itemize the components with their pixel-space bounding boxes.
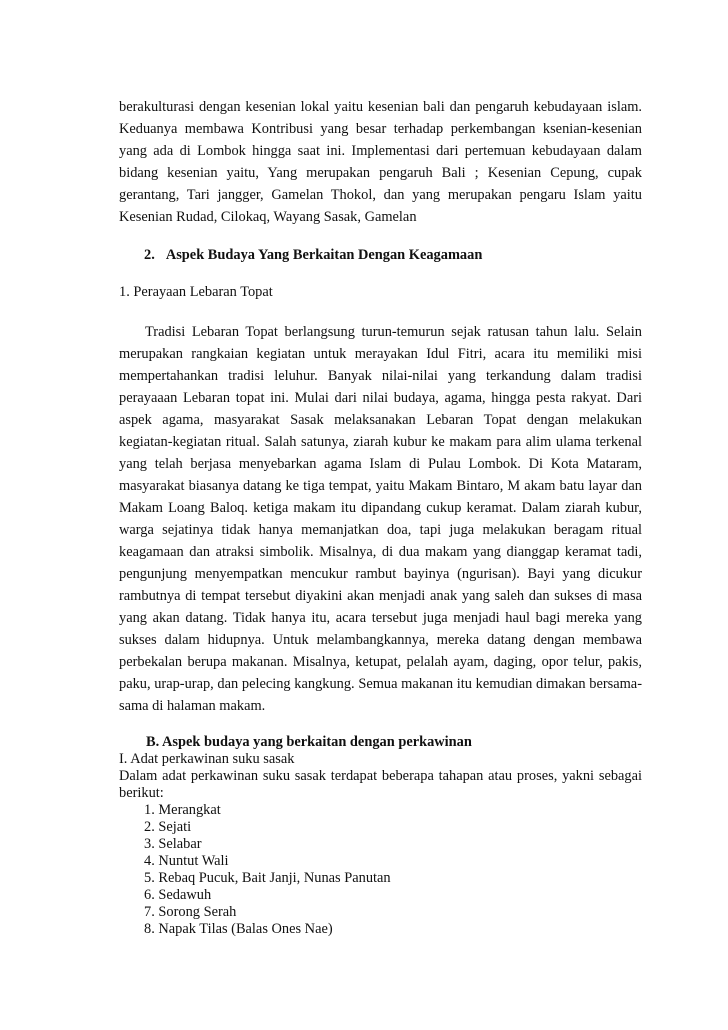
section-religion-heading: [119, 244, 642, 266]
list-item: 2. Sejati: [144, 819, 192, 835]
marriage-intro: Dalam adat perkawinan suku sasak terdapat beberapa tahapan atau proses, yakni sebagai berikut:: [119, 768, 642, 801]
lebaran-topat-body: Tradisi Lebaran Topat berlangsung turun-temurun sejak ratusan tahun lalu. Selain merupakan rangkaian kegiatan untuk merayakan Idul Fitri, acara itu memiliki misi mempertahankan tradisi leluhur. Banyak nilai-nilai yang terkandung dalam tradisi perayaaan Lebaran topat ini. Mulai dari nilai budaya, agama, hingga pesta rakyat. Dari aspek agama, masyarakat Sasak melaksanakan Lebaran Topat dengan melakukan kegiatan-kegiatan ritual. Salah satunya, ziarah kubur ke makam para alim ulama terkenal yang telah berjasa menyebarkan agama Islam di Pulau Lombok. Di Kota Mataram, masyarakat biasanya datang ke tiga tempat, yaitu Makam Bintaro, M akam batu layar dan Makam Loang Baloq. ketiga makam itu dipandang cukup keramat. Dalam ziarah kubur, warga sejatinya tidak hanya memanjatkan doa, tapi juga melakukan beragam ritual keagamaan dan atraksi simbolik. Misalnya, di dua makam yang dianggap keramat tadi, pengunjung menyempatkan mencukur rambut bayinya (ngurisan). Bayi yang dicukur rambutnya di tempat tersebut diyakini akan menjadi anak yang saleh dan sukses di masa yang akan datang. Tidak hanya itu, acara tersebut juga menjadi haul bagi mereka yang sukses dalam hidupnya. Untuk melambangkannya, mereka datang dengan membawa perbekalan berupa makanan. Misalnya, ketupat, pelalah ayam, daging, opor telur, pakis, paku, urap-urap, dan pelecing kangkung. Semua makanan itu kemudian dimakan bersama-sama di halaman makam.: [119, 324, 642, 714]
list-item: 6. Sedawuh: [144, 887, 212, 903]
list-item: 7. Sorong Serah: [144, 904, 237, 920]
section-religion-title: Aspek Budaya Yang Berkaitan Dengan Keagamaan: [165, 247, 483, 263]
list-item: 1. Merangkat: [144, 802, 221, 818]
marriage-subheading: I. Adat perkawinan suku sasak: [119, 751, 295, 767]
list-item: 4. Nuntut Wali: [144, 853, 229, 869]
lebaran-topat-subheading: 1. Perayaan Lebaran Topat: [119, 284, 273, 300]
marriage-steps-list: [119, 802, 642, 938]
list-item: 3. Selabar: [144, 836, 202, 852]
section-religion-number: 2.: [144, 247, 155, 263]
intro-paragraph: berakulturasi dengan kesenian lokal yaitu kesenian bali dan pengaruh kebudayaan islam. Keduanya membawa Kontribusi yang besar terhadap perkembangan ksenian-kesenian yang ada di Lombok hingga saat ini. Implementasi dari pertemuan kebudayaan dalam bidang kesenian yaitu, Yang merupakan pengaruh Bali ; Kesenian Cepung, cupak gerantang, Tari jangger, Gamelan Thokol, dan yang merupakan pengaru Islam yaitu Kesenian Rudad, Cilokaq, Wayang Sasak, Gamelan: [119, 99, 642, 225]
list-item: 8. Napak Tilas (Balas Ones Nae): [144, 921, 333, 937]
section-marriage-heading: B. Aspek budaya yang berkaitan dengan perkawinan: [146, 734, 472, 750]
list-item: 5. Rebaq Pucuk, Bait Janji, Nunas Panutan: [144, 870, 391, 886]
document-page: [119, 96, 642, 938]
